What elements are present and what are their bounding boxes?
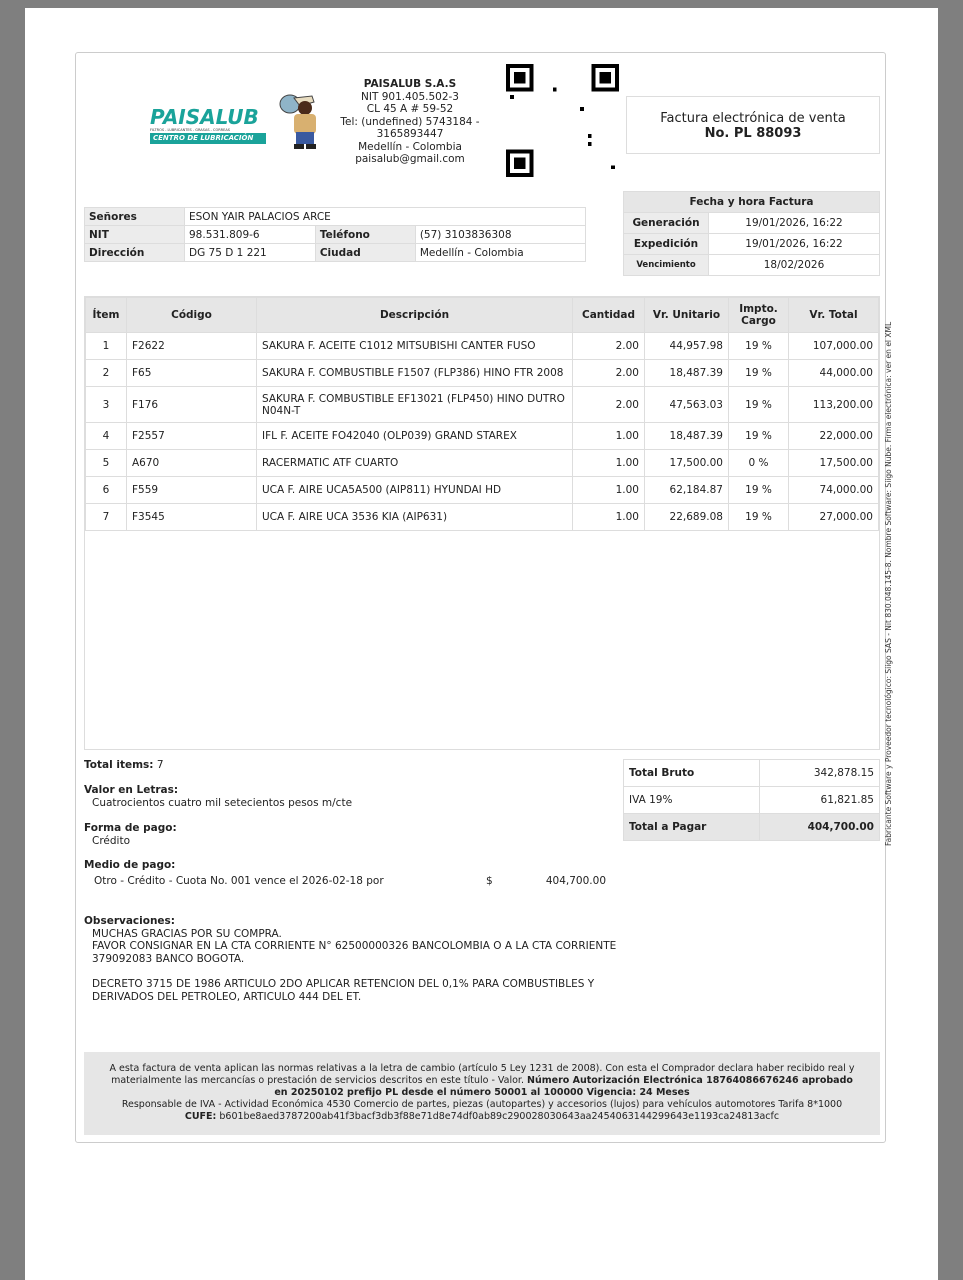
company-email: paisalub@gmail.com: [355, 153, 465, 165]
table-cell: 1.00: [573, 504, 645, 531]
table-row: [86, 423, 879, 450]
logo-text: PAISALUB: [150, 106, 259, 129]
invoice-type: Factura electrónica de venta: [660, 111, 846, 126]
table-cell: 74,000.00: [789, 477, 879, 504]
obs-line: FAVOR CONSIGNAR EN LA CTA CORRIENTE N° 62500000326 BANCOLOMBIA O A LA CTA CORRIENTE 379092083 BANCO BOGOTA.: [92, 940, 617, 965]
table-cell: A670: [127, 450, 257, 477]
table-cell: F3545: [127, 504, 257, 531]
table-cell: 19 %: [729, 504, 789, 531]
client-tel: (57) 3103836308: [415, 226, 585, 244]
dates-table: [623, 191, 880, 276]
items-table-wrap: [84, 296, 880, 750]
client-nit: 98.531.809-6: [185, 226, 316, 244]
table-row: [86, 387, 879, 423]
forma-pago: [84, 822, 177, 847]
table-cell: 1.00: [573, 450, 645, 477]
table-row: [86, 477, 879, 504]
col-vr-total: Vr. Total: [789, 298, 879, 333]
exp-label: Expedición: [624, 234, 709, 255]
valor-letras: [84, 784, 352, 809]
bruto-value: 342,878.15: [760, 760, 880, 787]
table-cell: 17,500.00: [789, 450, 879, 477]
table-cell: 5: [86, 450, 127, 477]
client-table: [84, 207, 586, 262]
company-info: [330, 78, 490, 166]
nit-label: NIT: [85, 226, 185, 244]
table-cell: 2.00: [573, 333, 645, 360]
table-cell: 62,184.87: [645, 477, 729, 504]
table-cell: 19 %: [729, 423, 789, 450]
legal-footer: [84, 1052, 880, 1135]
invoice-title-box: [626, 96, 880, 154]
invoice-number: No. PL 88093: [704, 126, 802, 141]
table-cell: IFL F. ACEITE FO42040 (OLP039) GRAND STAREX: [257, 423, 573, 450]
qr-code: [506, 64, 619, 177]
table-cell: 2: [86, 360, 127, 387]
table-cell: 2.00: [573, 360, 645, 387]
table-cell: 2.00: [573, 387, 645, 423]
logo-tag: CENTRO DE LUBRICACIÓN: [150, 133, 266, 144]
client-dir: DG 75 D 1 221: [185, 244, 316, 262]
gen-label: Generación: [624, 213, 709, 234]
table-cell: 17,500.00: [645, 450, 729, 477]
obs-line: MUCHAS GRACIAS POR SU COMPRA.: [92, 927, 282, 940]
company-name: PAISALUB S.A.S: [363, 78, 457, 90]
letras-value: Cuatrocientos cuatro mil setecientos pesos m/cte: [92, 796, 353, 809]
tel-label: Teléfono: [315, 226, 415, 244]
venc-label: Vencimiento: [624, 255, 709, 276]
table-cell: UCA F. AIRE UCA5A500 (AIP811) HYUNDAI HD: [257, 477, 573, 504]
col-cantidad: Cantidad: [573, 298, 645, 333]
bruto-label: Total Bruto: [624, 760, 760, 787]
resp-text: Responsable de IVA - Actividad Económica 4530 Comercio de partes, piezas (autopartes) y accesorios (lujos) para vehículos automotores Tarifa 8*1000: [121, 1099, 843, 1110]
table-cell: 1.00: [573, 477, 645, 504]
table-cell: 18,487.39: [645, 360, 729, 387]
total-items-value: 7: [156, 759, 164, 771]
obs-label: Observaciones:: [84, 915, 176, 927]
client-city: Medellín - Colombia: [415, 244, 585, 262]
city-label: Ciudad: [315, 244, 415, 262]
table-row: [86, 450, 879, 477]
table-cell: 44,957.98: [645, 333, 729, 360]
table-cell: 22,689.08: [645, 504, 729, 531]
table-cell: UCA F. AIRE UCA 3536 KIA (AIP631): [257, 504, 573, 531]
medio-amount: 404,700.00: [545, 874, 606, 887]
table-cell: 18,487.39: [645, 423, 729, 450]
table-cell: 44,000.00: [789, 360, 879, 387]
table-cell: 1: [86, 333, 127, 360]
cufe-label: CUFE:: [184, 1111, 217, 1122]
table-cell: 4: [86, 423, 127, 450]
table-cell: SAKURA F. COMBUSTIBLE F1507 (FLP386) HINO FTR 2008: [257, 360, 573, 387]
table-cell: 113,200.00: [789, 387, 879, 423]
table-cell: 19 %: [729, 387, 789, 423]
table-cell: 6: [86, 477, 127, 504]
auth-text: Número Autorización Electrónica 18764086676246 aprobado en 20250102 prefijo PL desde el número 50001 al 100000 Vigencia: 24 Meses: [274, 1075, 853, 1098]
table-cell: 107,000.00: [789, 333, 879, 360]
table-cell: F2557: [127, 423, 257, 450]
mascot-icon: [272, 92, 322, 152]
company-phone: Tel: (undefined) 5743184 - 3165893447: [340, 115, 480, 140]
gen-date: 19/01/2026, 16:22: [709, 213, 880, 234]
forma-label: Forma de pago:: [84, 822, 177, 834]
letras-label: Valor en Letras:: [84, 784, 179, 796]
table-cell: F559: [127, 477, 257, 504]
software-vendor-note: Fabricante Software y Proveedor tecnológico: Siigo SAS - Nit 830.048.145-8. Nombre Software: Siigo Nube. Firma electrónica: ver en el XML: [884, 321, 893, 846]
medio-value: Otro - Crédito - Cuota No. 001 vence el 2026-02-18 por: [94, 874, 384, 887]
logo-sub: FILTROS - LUBRICANTES - GRASAS - CORREAS: [150, 128, 230, 132]
col-codigo: Código: [127, 298, 257, 333]
col-vr-unitario: Vr. Unitario: [645, 298, 729, 333]
table-cell: F176: [127, 387, 257, 423]
table-cell: 7: [86, 504, 127, 531]
table-cell: 3: [86, 387, 127, 423]
table-row: [86, 333, 879, 360]
observaciones: [84, 915, 624, 1003]
company-logo: [150, 106, 266, 144]
senores-label: Señores: [85, 208, 185, 226]
client-name: ESON YAIR PALACIOS ARCE: [185, 208, 586, 226]
medio-pago: [84, 859, 614, 887]
obs-line: DECRETO 3715 DE 1986 ARTICULO 2DO APLICAR RETENCION DEL 0,1% PARA COMBUSTIBLES Y DERIVADOS DEL PETROLEO, ARTICULO 444 DEL ET.: [92, 978, 595, 1003]
company-city: Medellín - Colombia: [358, 140, 462, 153]
table-cell: 19 %: [729, 333, 789, 360]
items-table: [85, 297, 879, 531]
col-item: Ítem: [86, 298, 127, 333]
cufe-value: b601be8aed3787200ab41f3bacf3db3f88e71d8e74df0ab89c290028030643aa2454063144299643e1193ca24813acfc: [219, 1111, 780, 1122]
pagar-value: 404,700.00: [760, 814, 880, 841]
table-cell: 22,000.00: [789, 423, 879, 450]
col-impto: Impto. Cargo: [729, 298, 789, 333]
table-cell: F65: [127, 360, 257, 387]
dir-label: Dirección: [85, 244, 185, 262]
exp-date: 19/01/2026, 16:22: [709, 234, 880, 255]
iva-label: IVA 19%: [624, 787, 760, 814]
table-cell: 1.00: [573, 423, 645, 450]
company-address: CL 45 A # 59-52: [366, 103, 454, 115]
table-cell: SAKURA F. ACEITE C1012 MITSUBISHI CANTER FUSO: [257, 333, 573, 360]
medio-label: Medio de pago:: [84, 859, 176, 871]
table-row: [86, 360, 879, 387]
table-cell: 19 %: [729, 360, 789, 387]
totals-table: [623, 759, 880, 841]
company-nit: NIT 901.405.502-3: [361, 90, 459, 103]
iva-value: 61,821.85: [760, 787, 880, 814]
table-cell: 27,000.00: [789, 504, 879, 531]
legal-text: A esta factura de venta aplican las normas relativas a la letra de cambio (artículo 5 Ley 1231 de 2008). Con esta el Comprador declara haber recibido real y materialmente las mercancías o prestación de servicios descritos en este título - Valor.: [109, 1063, 855, 1086]
forma-value: Crédito: [92, 834, 131, 847]
table-cell: RACERMATIC ATF CUARTO: [257, 450, 573, 477]
table-cell: F2622: [127, 333, 257, 360]
table-row: [86, 504, 879, 531]
col-descripcion: Descripción: [257, 298, 573, 333]
dates-header: Fecha y hora Factura: [624, 192, 880, 213]
table-cell: 0 %: [729, 450, 789, 477]
total-items: [84, 759, 164, 772]
pagar-label: Total a Pagar: [624, 814, 760, 841]
medio-currency: $: [486, 874, 493, 887]
table-cell: 47,563.03: [645, 387, 729, 423]
table-cell: 19 %: [729, 477, 789, 504]
table-cell: SAKURA F. COMBUSTIBLE EF13021 (FLP450) HINO DUTRO N04N-T: [257, 387, 573, 423]
total-items-label: Total items:: [84, 759, 154, 771]
venc-date: 18/02/2026: [709, 255, 880, 276]
